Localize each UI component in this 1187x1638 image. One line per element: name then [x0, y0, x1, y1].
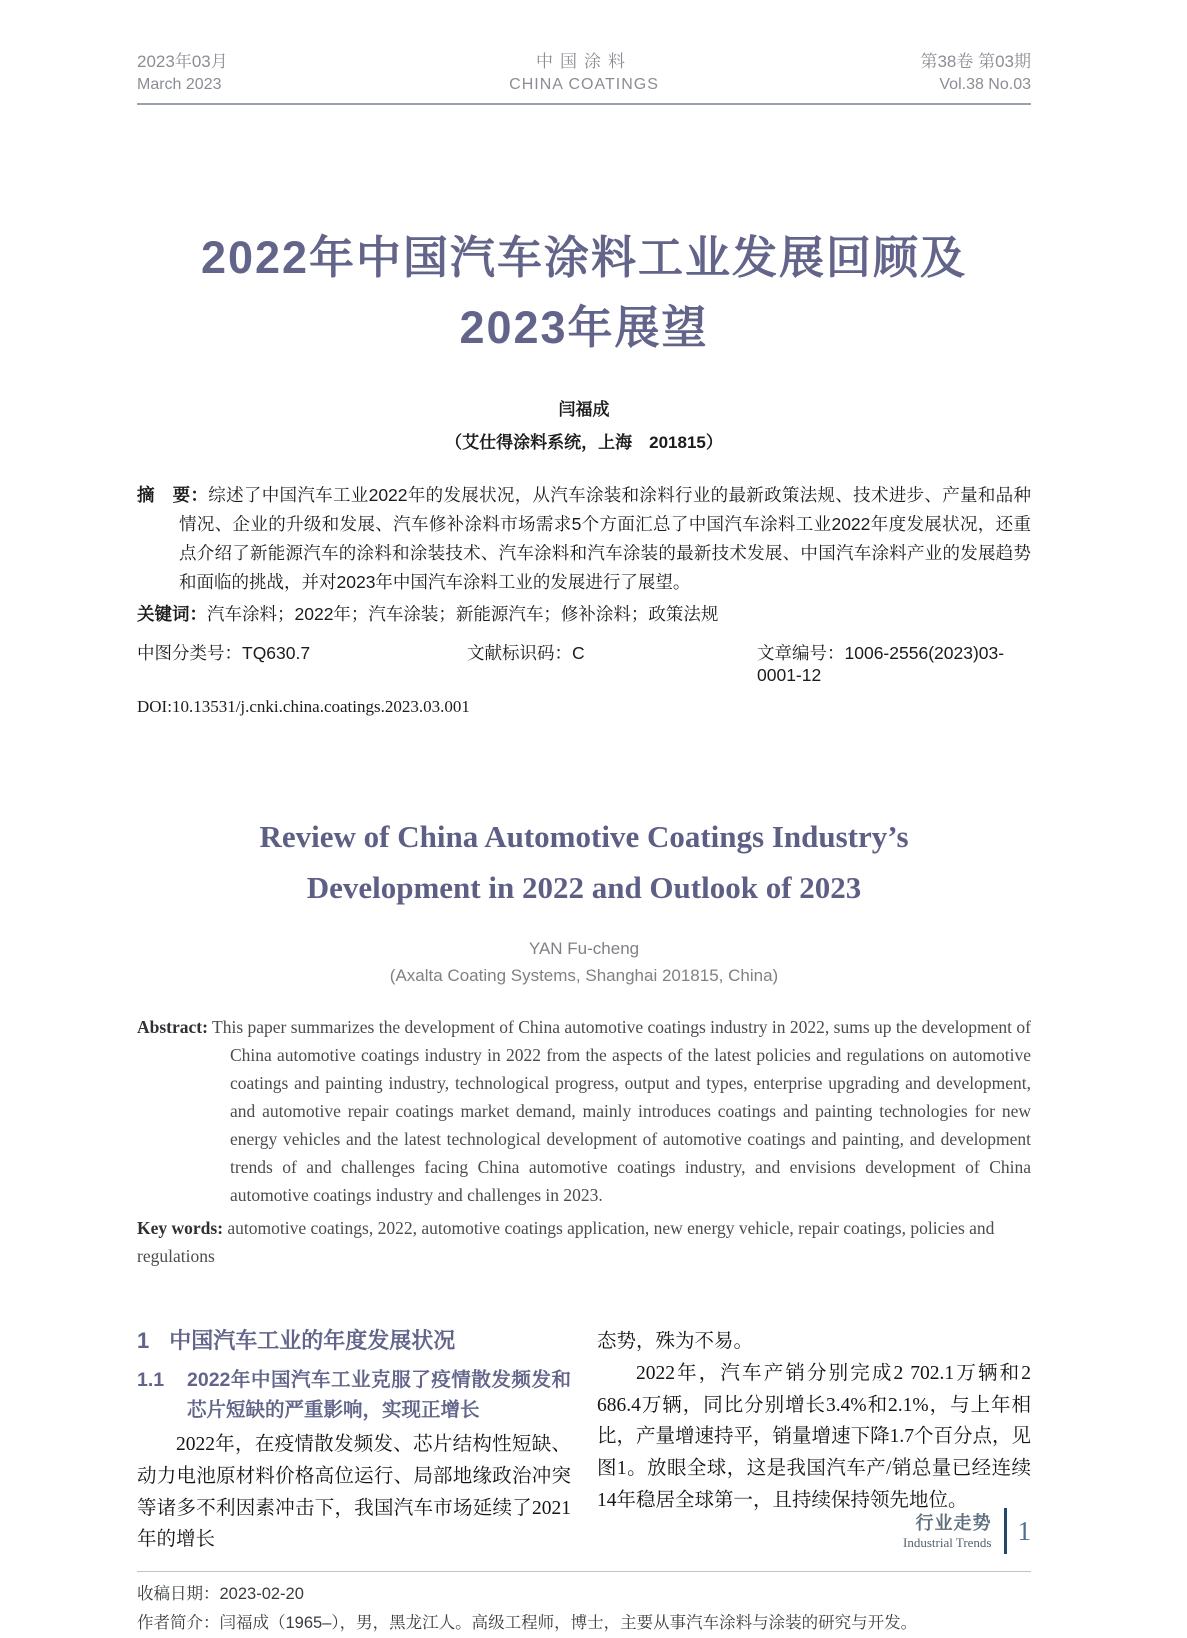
section-1-heading [137, 1326, 571, 1356]
header-date [137, 50, 416, 96]
header-date-cn: 2023年03月 [137, 52, 228, 71]
article-title-cn-line2: 2023年展望 [459, 302, 709, 353]
author-en: YAN Fu-cheng [528, 939, 640, 958]
page-footer [903, 1508, 1031, 1554]
header-divider [137, 103, 1031, 105]
keywords-cn-label: 关键词： [137, 604, 207, 624]
affiliation-en: (Axalta Coating Systems, Shanghai 201815, China) [389, 966, 779, 985]
header-issue [752, 50, 1031, 96]
footer-column-en: Industrial Trends [903, 1534, 992, 1550]
keywords-cn-text: 汽车涂料；2022年；汽车涂装；新能源汽车；修补涂料；政策法规 [207, 604, 719, 624]
section-1-1-heading [137, 1365, 571, 1425]
abstract-en-label: Abstract: [137, 1017, 208, 1037]
article-title-cn-line1: 2022年中国汽车涂料工业发展回顾及 [200, 232, 968, 283]
footer-divider-bar [1004, 1508, 1007, 1554]
keywords-cn [137, 600, 1031, 629]
header-issue-en: Vol.38 No.03 [939, 76, 1031, 93]
section-1-1-number: 1.1 [137, 1369, 165, 1391]
body-paragraph-1: 2022年，在疫情散发频发、芯片结构性短缺、动力电池原材料价格高位运行、局部地缘政治冲突等诸多不利因素冲击下，我国汽车市场延续了2021年的增长 [137, 1434, 571, 1551]
affiliation-cn: （艾仕得涂料系统，上海 201815） [445, 433, 723, 452]
body-paragraph-1-continued: 态势，殊为不易。 [597, 1331, 754, 1352]
journal-name-en: CHINA COATINGS [509, 76, 659, 93]
article-title-en-line1: Review of China Automotive Coatings Industry’s [259, 819, 909, 854]
article-id: 文章编号：1006-2556(2023)03-0001-12 [757, 643, 1005, 685]
footer-column-cn: 行业走势 [915, 1512, 992, 1533]
body-column-left [137, 1326, 571, 1556]
footnote-divider [137, 1571, 1031, 1572]
body-paragraph-2: 2022年，汽车产销分别完成2 702.1万辆和2 686.4万辆，同比分别增长3.4%和2.1%，与上年相比，产量增速持平，销量增速下降1.7个百分点，见图1。放眼全球，这是我国汽车产/销总量已经连续14年稳居全球第一，且持续保持领先地位。 [597, 1362, 1031, 1511]
keywords-en [137, 1214, 1031, 1270]
header-journal-name [416, 50, 751, 96]
header-issue-cn: 第38卷 第03期 [920, 52, 1031, 71]
abstract-cn-text: 综述了中国汽车工业2022年的发展状况，从汽车涂装和涂料行业的最新政策法规、技术进步、产量和品种情况、企业的升级和发展、汽车修补涂料市场需求5个方面汇总了中国汽车涂料工业2022年度发展状况，还重点介绍了新能源汽车的涂料和涂装技术、汽车涂料和汽车涂装的最新技术发展、中国汽车涂料产业的发展趋势和面临的挑战，并对2023年中国汽车涂料工业的发展进行了展望。 [179, 485, 1032, 592]
footnote-received-date: 收稿日期：2023-02-20 [137, 1585, 304, 1604]
doi: DOI:10.13531/j.cnki.china.coatings.2023.03.001 [137, 697, 470, 716]
body-columns [137, 1326, 1031, 1556]
footer-column-label [903, 1512, 991, 1551]
page-number: 1 [1017, 1515, 1031, 1546]
section-1-1-title: 2022年中国汽车工业克服了疫情散发频发和芯片短缺的严重影响，实现正增长 [187, 1369, 571, 1421]
article-title-en [137, 811, 1031, 913]
journal-header [137, 50, 1031, 96]
clc-number: 中图分类号：TQ630.7 [137, 643, 311, 663]
article-meta-row [137, 640, 1031, 686]
keywords-en-label: Key words: [137, 1218, 224, 1238]
abstract-en-text: This paper summarizes the development of China automotive coatings industry in 2022, sums up the development of China automotive coatings industry in 2022 from the aspects of the latest policies and regulations on automotive coatings and painting industry, technological progress, output and types, enterprise upgrading and development, and automotive repair coatings market demand, mainly introduces coatings and painting technologies for new energy vehicles and the latest technological development of automotive coatings and painting, and development trends of and challenges facing China automotive coatings industry, and envisions development of China automotive coatings industry and challenges in 2023. [212, 1017, 1031, 1205]
document-code: 文献标识码：C [467, 643, 585, 663]
author-cn: 闫福成 [558, 400, 610, 419]
abstract-en [137, 1013, 1031, 1209]
article-title-cn [137, 223, 1031, 363]
keywords-en-text: automotive coatings, 2022, automotive coatings application, new energy vehicle, repair coatings, policies and regulations [137, 1218, 995, 1266]
section-1-title: 中国汽车工业的年度发展状况 [169, 1328, 456, 1353]
section-1-number: 1 [137, 1328, 150, 1353]
journal-name-cn: 中国涂料 [536, 52, 632, 71]
abstract-cn-label: 摘 要： [137, 485, 209, 505]
abstract-cn [137, 481, 1031, 597]
footnote-author-bio: 作者简介：闫福成（1965–），男，黑龙江人。高级工程师，博士，主要从事汽车涂料与涂装的研究与开发。 [137, 1614, 918, 1633]
article-title-en-line2: Development in 2022 and Outlook of 2023 [306, 870, 862, 905]
header-date-en: March 2023 [137, 76, 222, 93]
